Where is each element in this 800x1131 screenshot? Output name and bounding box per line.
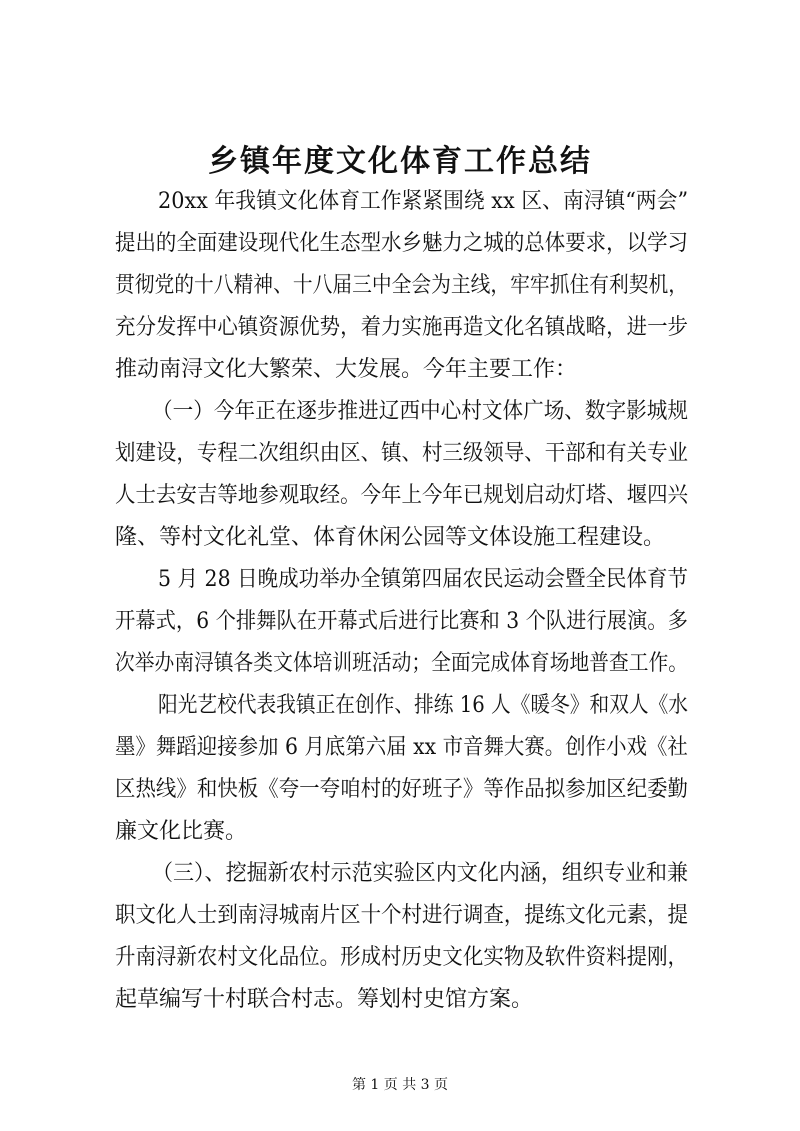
body-line: 划建设，专程二次组织由区、镇、村三级领导、干部和有关专业 [115,441,689,466]
body-line: 次举办南浔镇各类文体培训班活动；全面完成体育场地普查工作。 [115,651,689,676]
body-line: 提出的全面建设现代化生态型水乡魅力之城的总体要求，以学习 [115,231,689,256]
body-line: 廉文化比赛。 [115,819,248,844]
body-line: 升南浔新农村文化品位。形成村历史文化实物及软件资料提刚， [115,945,689,970]
body-line: 起草编写十村联合村志。筹划村史馆方案。 [115,987,534,1012]
page-number-footer: 第 1 页 共 3 页 [351,1077,449,1093]
body-line: 人士去安吉等地参观取经。今年上今年已规划启动灯塔、堰四兴 [115,483,689,508]
body-line: 5 月 28 日晚成功举办全镇第四届农民运动会暨全民体育节 [158,567,688,592]
body-line: 充分发挥中心镇资源优势，着力实施再造文化名镇战略，进一步 [115,315,689,340]
body-line: 20xx 年我镇文化体育工作紧紧围绕 xx 区、南浔镇“两会” [158,189,689,214]
body-line: 墨》舞蹈迎接参加 6 月底第六届 xx 市音舞大赛。创作小戏《社 [115,735,688,760]
body-line: 推动南浔文化大繁荣、大发展。今年主要工作： [115,357,578,382]
document-title: 乡镇年度文化体育工作总结 [208,144,592,179]
body-line: 阳光艺校代表我镇正在创作、排练 16 人《暖冬》和双人《水 [158,693,688,718]
body-line: 开幕式，6 个排舞队在开幕式后进行比赛和 3 个队进行展演。多 [115,609,688,634]
body-line: 贯彻党的十八精神、十八届三中全会为主线，牢牢抓住有利契机， [115,273,689,298]
body-line: 隆、等村文化礼堂、体育休闲公园等文体设施工程建设。 [115,525,666,550]
body-line: （三）、挖掘新农村示范实验区内文化内涵，组织专业和兼 [152,861,689,886]
body-line: 职文化人士到南浔城南片区十个村进行调查，提练文化元素，提 [115,903,689,928]
body-line: 区热线》和快板《夸一夸咱村的好班子》等作品拟参加区纪委勤 [115,777,689,802]
body-line: （一）今年正在逐步推进辽西中心村文体广场、数字影城规 [152,399,689,424]
